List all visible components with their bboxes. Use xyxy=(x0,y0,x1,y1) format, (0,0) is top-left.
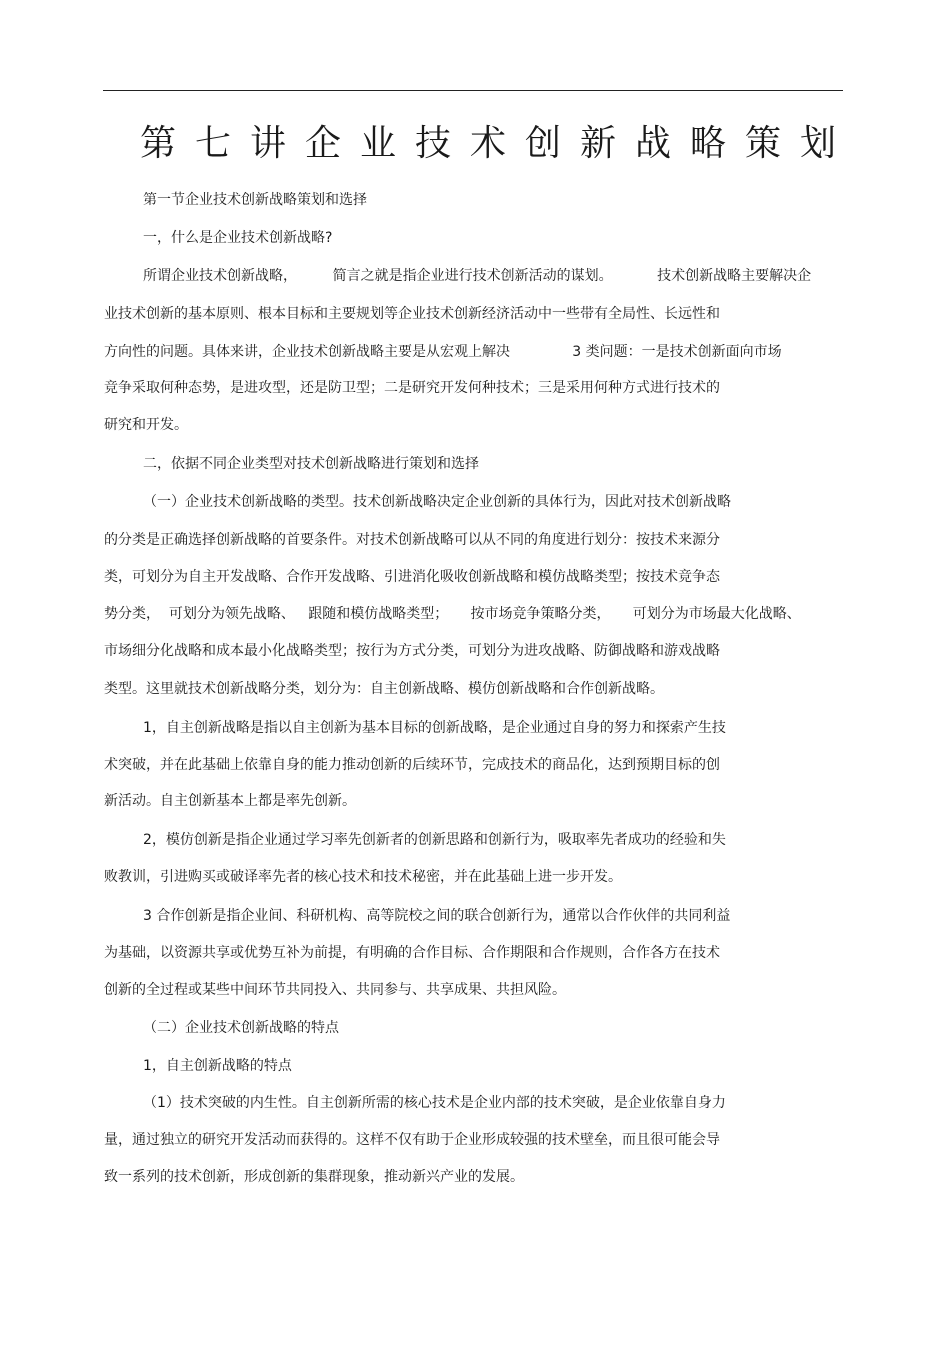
paragraph-line: 为基础，以资源共享或优势互补为前提，有明确的合作目标、合作期限和合作规则，合作各方在技术 xyxy=(104,945,720,961)
paragraph-line: 方向性的问题。具体来讲，企业技术创新战略主要是从宏观上解决 3 类问题：一是技术创新面向市场 xyxy=(104,344,782,360)
paragraph-line: 业技术创新的基本原则、根本目标和主要规划等企业技术创新经济活动中一些带有全局性、长远性和 xyxy=(104,306,720,322)
paragraph-line: 类，可划分为自主开发战略、合作开发战略、引进消化吸收创新战略和模仿战略类型；按技术竞争态 xyxy=(104,569,720,585)
paragraph-line: 2，模仿创新是指企业通过学习率先创新者的创新思路和创新行为，吸取率先者成功的经验和失 xyxy=(143,832,726,848)
paragraph-line: 量，通过独立的研究开发活动而获得的。这样不仅有助于企业形成较强的技术壁垒，而且很可能会导 xyxy=(104,1132,720,1148)
paragraph-line: 致一系列的技术创新，形成创新的集群现象，推动新兴产业的发展。 xyxy=(104,1169,524,1185)
paragraph-line: 所谓企业技术创新战略， 简言之就是指企业进行技术创新活动的谋划。 技术创新战略主要解决企 xyxy=(143,268,812,284)
paragraph-line: 3 合作创新是指企业间、科研机构、高等院校之间的联合创新行为，通常以合作伙伴的共同利益 xyxy=(143,908,731,924)
page-title: 第七讲企业技术创新战略策划 xyxy=(140,123,856,164)
paragraph-line: 的分类是正确选择创新战略的首要条件。对技术创新战略可以从不同的角度进行划分：按技术来源分 xyxy=(104,532,720,548)
subsection-heading: （二）企业技术创新战略的特点 xyxy=(143,1020,339,1036)
paragraph-line: 研究和开发。 xyxy=(104,417,188,433)
section-heading: 第一节企业技术创新战略策划和选择 xyxy=(143,192,367,208)
question-heading: 一，什么是企业技术创新战略? xyxy=(143,230,333,246)
paragraph-line: （一）企业技术创新战略的类型。技术创新战略决定企业创新的具体行为，因此对技术创新战略 xyxy=(143,494,731,510)
paragraph-line: 创新的全过程或某些中间环节共同投入、共同参与、共享成果、共担风险。 xyxy=(104,982,566,998)
paragraph-line: 术突破，并在此基础上依靠自身的能力推动创新的后续环节，完成技术的商品化，达到预期目标的创 xyxy=(104,757,720,773)
paragraph-line: 市场细分化战略和成本最小化战略类型；按行为方式分类，可划分为进攻战略、防御战略和游戏战略 xyxy=(104,643,720,659)
item-heading: 1，自主创新战略的特点 xyxy=(143,1058,292,1074)
paragraph-line: 类型。这里就技术创新战略分类，划分为：自主创新战略、模仿创新战略和合作创新战略。 xyxy=(104,681,664,697)
paragraph-line: 新活动。自主创新基本上都是率先创新。 xyxy=(104,793,356,809)
paragraph-line: 势分类， 可划分为领先战略、 跟随和模仿战略类型； 按市场竞争策略分类， 可划分为市场最大化战略、 xyxy=(104,606,801,622)
header-rule xyxy=(103,90,843,91)
paragraph-line: （1）技术突破的内生性。自主创新所需的核心技术是企业内部的技术突破，是企业依靠自身力 xyxy=(143,1095,726,1111)
subsection-heading: 二，依据不同企业类型对技术创新战略进行策划和选择 xyxy=(143,456,479,472)
paragraph-line: 败教训，引进购买或破译率先者的核心技术和技术秘密，并在此基础上进一步开发。 xyxy=(104,869,622,885)
paragraph-line: 竞争采取何种态势，是进攻型，还是防卫型；二是研究开发何种技术；三是采用何种方式进行技术的 xyxy=(104,380,720,396)
paragraph-line: 1，自主创新战略是指以自主创新为基本目标的创新战略，是企业通过自身的努力和探索产生技 xyxy=(143,720,726,736)
